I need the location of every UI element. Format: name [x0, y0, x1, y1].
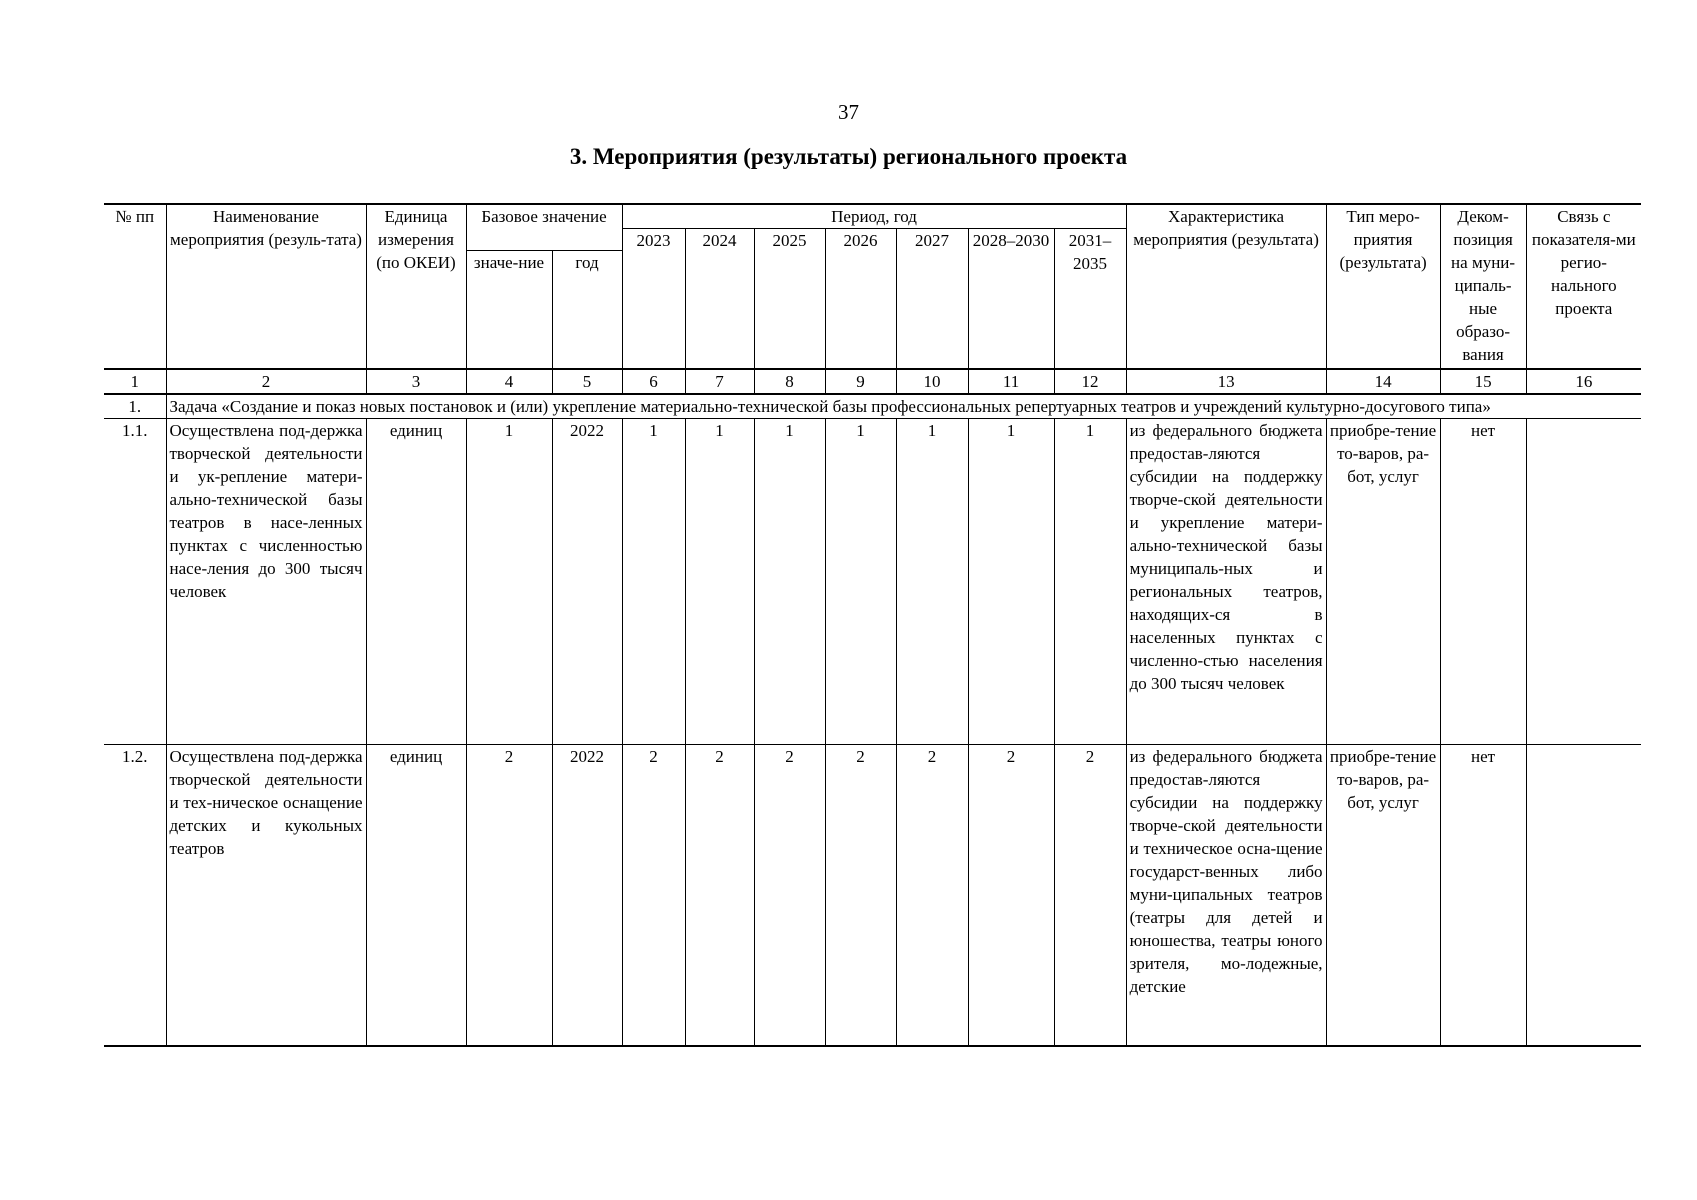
table-row	[104, 744, 1641, 1046]
column-number: 5	[552, 369, 622, 394]
row-base-year: 2022	[552, 744, 622, 1046]
column-number: 12	[1054, 369, 1126, 394]
row-value: 2	[896, 744, 968, 1046]
row-value: 2	[754, 744, 825, 1046]
task-num: 1.	[104, 394, 166, 419]
row-value: 2	[825, 744, 896, 1046]
header-link: Связь с показателя-ми регио-нального проекта	[1526, 204, 1641, 369]
row-base-value: 1	[466, 418, 552, 744]
header-base: Базовое значение	[466, 204, 622, 251]
header-type: Тип меро-приятия (результата)	[1326, 204, 1440, 369]
row-unit: единиц	[366, 744, 466, 1046]
row-value: 1	[622, 418, 685, 744]
header-year: 2025	[754, 229, 825, 369]
row-type: приобре-тение то-варов, ра-бот, услуг	[1326, 418, 1440, 744]
column-number: 3	[366, 369, 466, 394]
row-link	[1526, 418, 1641, 744]
header-year: 2027	[896, 229, 968, 369]
row-value: 1	[754, 418, 825, 744]
row-value: 1	[685, 418, 754, 744]
row-num: 1.2.	[104, 744, 166, 1046]
column-number: 16	[1526, 369, 1641, 394]
column-numbers-row	[104, 369, 1641, 394]
column-number: 2	[166, 369, 366, 394]
column-number: 1	[104, 369, 166, 394]
header-year: 2031–2035	[1054, 229, 1126, 369]
column-number: 11	[968, 369, 1054, 394]
row-name: Осуществлена под-держка творческой деятельности и ук-репление матери-ально-технической базы театров в насе-ленных пунктах с численностью насе-ления до 300 тысяч человек	[166, 418, 366, 744]
row-characteristic: из федерального бюджета предостав-ляются субсидии на поддержку творче-ской деятельности и укрепление матери-ально-технической базы муниципаль-ных и региональных театров, находящих-ся в населенных пунктах с численно-стью населения до 300 тысяч человек	[1126, 418, 1326, 744]
header-decomposition: Деком-позиция на муни-ципаль-ные образо-вания	[1440, 204, 1526, 369]
column-number: 6	[622, 369, 685, 394]
row-decomposition: нет	[1440, 418, 1526, 744]
header-name: Наименование мероприятия (резуль-тата)	[166, 204, 366, 369]
column-number: 7	[685, 369, 754, 394]
page-title: 3. Мероприятия (результаты) регионального проекта	[569, 144, 1128, 169]
row-decomposition: нет	[1440, 744, 1526, 1046]
header-characteristic: Характеристика мероприятия (результата)	[1126, 204, 1326, 369]
projects-table	[104, 203, 1641, 1047]
row-unit: единиц	[366, 418, 466, 744]
column-number: 8	[754, 369, 825, 394]
table-row	[104, 418, 1641, 744]
header-year: 2026	[825, 229, 896, 369]
header-year: 2028–2030	[968, 229, 1054, 369]
row-base-value: 2	[466, 744, 552, 1046]
row-value: 2	[1054, 744, 1126, 1046]
row-value: 2	[622, 744, 685, 1046]
row-link	[1526, 744, 1641, 1046]
row-value: 2	[685, 744, 754, 1046]
header-base-value: значе-ние	[466, 251, 552, 369]
row-value: 1	[896, 418, 968, 744]
page-number: 37	[838, 100, 859, 124]
column-number: 13	[1126, 369, 1326, 394]
column-number: 14	[1326, 369, 1440, 394]
row-value: 2	[968, 744, 1054, 1046]
header-year: 2023	[622, 229, 685, 369]
row-value: 1	[1054, 418, 1126, 744]
column-number: 10	[896, 369, 968, 394]
task-text: Задача «Создание и показ новых постановок и (или) укрепление материально-технической базы профессиональных репертуарных театров и учреждений культурно-досугового типа»	[166, 394, 1641, 419]
row-value: 1	[825, 418, 896, 744]
task-row	[104, 394, 1641, 419]
row-name: Осуществлена под-держка творческой деятельности и тех-ническое оснащение детских и кукольных театров	[166, 744, 366, 1046]
row-characteristic: из федерального бюджета предостав-ляются субсидии на поддержку творче-ской деятельности и техническое осна-щение государст-венных либо муни-ципальных театров (театры для детей и юношества, театры юного зрителя, мо-лодежные, детские	[1126, 744, 1326, 1046]
header-num: № пп	[104, 204, 166, 369]
header-year: 2024	[685, 229, 754, 369]
column-number: 4	[466, 369, 552, 394]
row-type: приобре-тение то-варов, ра-бот, услуг	[1326, 744, 1440, 1046]
column-number: 15	[1440, 369, 1526, 394]
row-value: 1	[968, 418, 1054, 744]
header-base-year: год	[552, 251, 622, 369]
column-number: 9	[825, 369, 896, 394]
row-num: 1.1.	[104, 418, 166, 744]
row-base-year: 2022	[552, 418, 622, 744]
header-unit: Единица измерения (по ОКЕИ)	[366, 204, 466, 369]
header-period: Период, год	[622, 204, 1126, 229]
